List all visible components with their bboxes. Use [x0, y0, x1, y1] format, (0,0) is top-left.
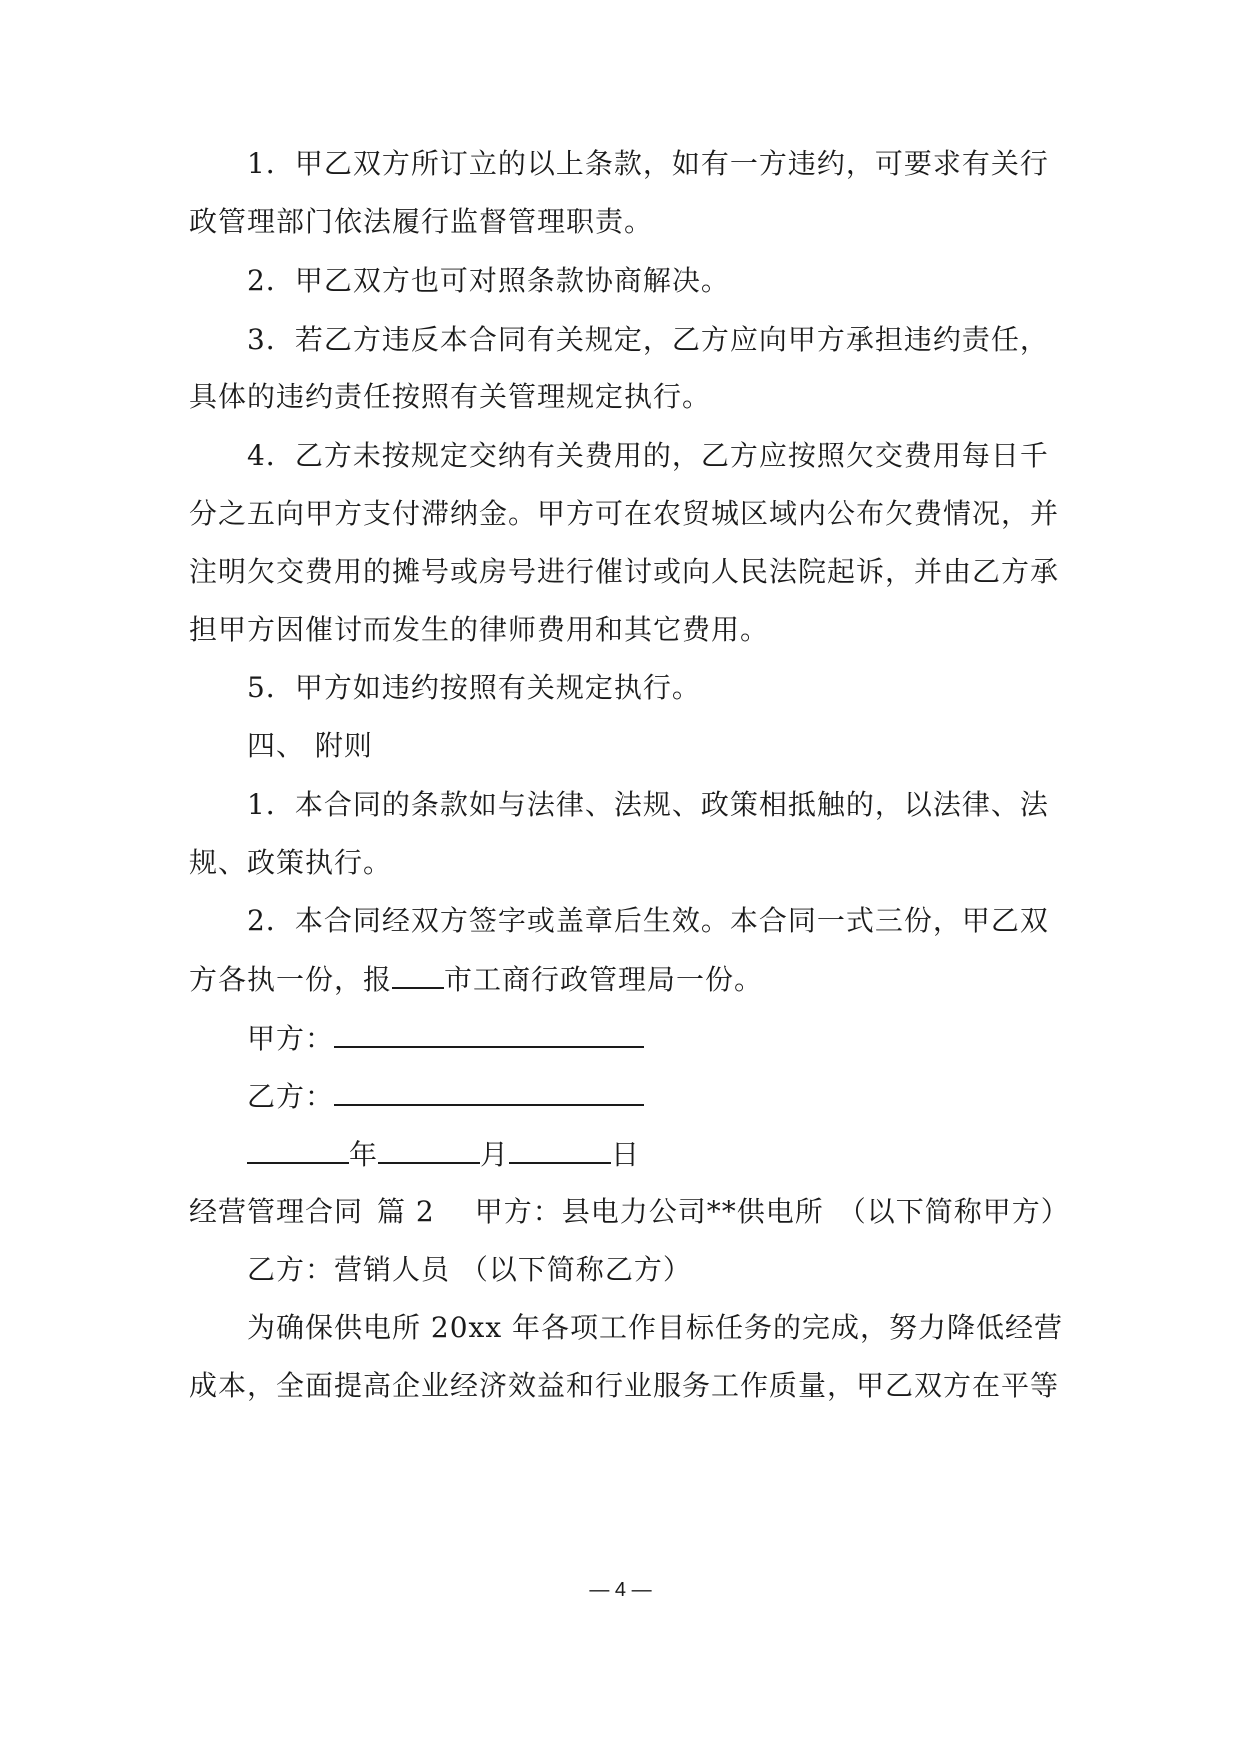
appendix-2-text-after-blank: 市工商行政管理局一份。 — [444, 963, 764, 996]
contract-2-party-a: 甲方：县电力公司**供电所 — [474, 1195, 824, 1228]
year-label: 年 — [349, 1138, 379, 1171]
party-a-blank — [334, 1020, 644, 1048]
section-heading: 四、 附则 — [247, 729, 373, 762]
city-blank — [392, 961, 444, 989]
clause-4-line-4: 担甲方因催讨而发生的律师费用和其它费用。 — [189, 613, 770, 646]
party-b-label: 乙方： — [247, 1080, 335, 1113]
clause-4-line-1: 4．乙方未按规定交纳有关费用的，乙方应按照欠交费用每日千 — [247, 439, 1049, 472]
day-label: 日 — [611, 1138, 641, 1171]
contract-2-part: 篇 2 — [377, 1195, 435, 1228]
contract-2-title: 经营管理合同 — [189, 1195, 364, 1228]
clause-4-line-2: 分之五向甲方支付滞纳金。甲方可在农贸城区域内公布欠费情况，并 — [189, 497, 1060, 530]
contract-2-party-b: 乙方：营销人员 （以下简称乙方） — [247, 1253, 692, 1286]
contract-2-intro-line-2: 成本，全面提高企业经济效益和行业服务工作质量，甲乙双方在平等 — [189, 1369, 1060, 1402]
clause-3-line-1: 3．若乙方违反本合同有关规定，乙方应向甲方承担违约责任， — [247, 323, 1049, 356]
day-blank — [509, 1136, 611, 1164]
contract-2-party-a-abbr: （以下简称甲方） — [837, 1195, 1070, 1228]
appendix-2-text-before-blank: 方各执一份，报 — [189, 963, 393, 996]
party-a-label: 甲方： — [247, 1022, 335, 1055]
clause-5: 5．甲方如违约按照有关规定执行。 — [247, 671, 701, 704]
clause-1-line-2: 政管理部门依法履行监督管理职责。 — [189, 205, 654, 238]
month-blank — [378, 1136, 480, 1164]
clause-4-line-3: 注明欠交费用的摊号或房号进行催讨或向人民法院起诉，并由乙方承 — [189, 555, 1060, 588]
page-number: — 4 — — [589, 1579, 652, 1601]
clause-3-line-2: 具体的违约责任按照有关管理规定执行。 — [189, 380, 712, 413]
clause-2: 2．甲乙双方也可对照条款协商解决。 — [247, 264, 730, 297]
contract-2-intro-line-1: 为确保供电所 20xx 年各项工作目标任务的完成，努力降低经营 — [247, 1311, 1064, 1344]
party-a-signature-line — [247, 1020, 1117, 1057]
party-b-blank — [334, 1078, 644, 1106]
appendix-2-line-1: 2．本合同经双方签字或盖章后生效。本合同一式三份，甲乙双 — [247, 904, 1049, 937]
party-b-signature-line — [247, 1078, 1117, 1115]
year-blank — [247, 1136, 349, 1164]
appendix-2-line-2 — [189, 961, 1059, 998]
clause-1-line-1: 1．甲乙双方所订立的以上条款，如有一方违约，可要求有关行 — [247, 147, 1049, 180]
contract-2-heading-line — [189, 1194, 1070, 1230]
appendix-1-line-2: 规、政策执行。 — [189, 846, 393, 879]
date-line — [247, 1136, 1117, 1173]
month-label: 月 — [480, 1138, 510, 1171]
appendix-1-line-1: 1．本合同的条款如与法律、法规、政策相抵触的，以法律、法 — [247, 788, 1049, 821]
